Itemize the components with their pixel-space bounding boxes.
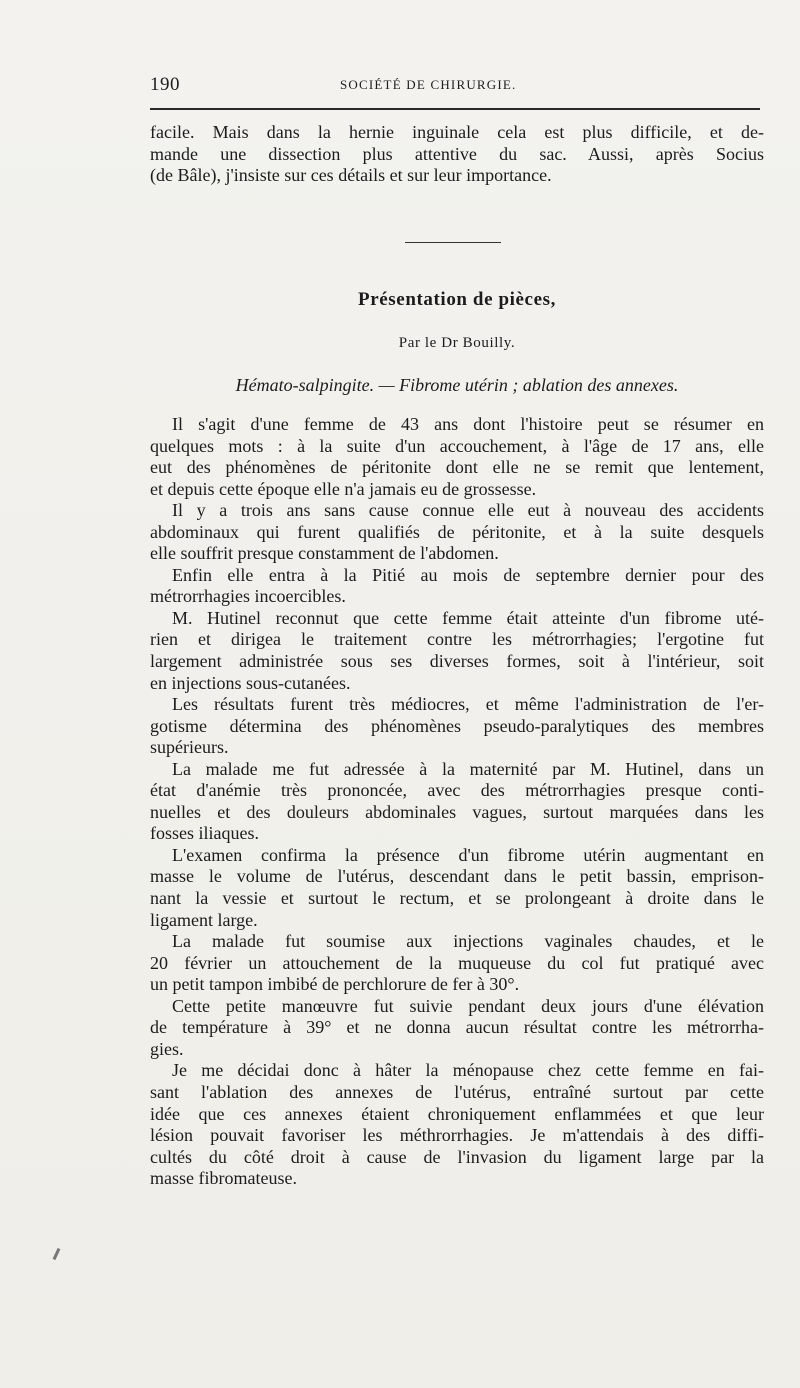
text-line: lésion pouvait favoriser les méthrorrhagies. Je m'attendais à des diffi- xyxy=(150,1125,764,1146)
text-line: Les résultats furent très médiocres, et même l'administration de l'er- xyxy=(172,694,764,715)
text-line: fosses iliaques. xyxy=(150,823,259,844)
text-line: métrorrhagies incoercibles. xyxy=(150,586,346,607)
text-line: eut des phénomènes de péritonite dont elle ne se remit que lentement, xyxy=(150,457,764,478)
text-line: de température à 39° et ne donna aucun résultat contre les métrorrha- xyxy=(150,1017,764,1038)
text-line: rien et dirigea le traitement contre les métrorrhagies; l'ergotine fut xyxy=(150,629,764,650)
text-line: M. Hutinel reconnut que cette femme était atteinte d'un fibrome uté- xyxy=(172,607,764,628)
text-line: gies. xyxy=(150,1038,184,1059)
text-line: elle souffrit presque constamment de l'abdomen. xyxy=(150,543,499,564)
text-line: abdominaux qui furent qualifiés de péritonite, et à la suite desquels xyxy=(150,521,764,542)
text-line: gotisme détermina des phénomènes pseudo-paralytiques des membres xyxy=(150,715,764,736)
text-line: Il y a trois ans sans cause connue elle eut à nouveau des accidents xyxy=(172,500,764,521)
text-line: mande une dissection plus attentive du sac. Aussi, après Socius xyxy=(150,143,764,164)
text-line: nuelles et des douleurs abdominales vagues, surtout marquées dans les xyxy=(150,801,764,822)
text-line: état d'anémie très prononcée, avec des métrorrhagies presque conti- xyxy=(150,780,764,801)
intro-paragraph xyxy=(150,122,764,187)
text-line: quelques mots : à la suite d'un accouchement, à l'âge de 17 ans, elle xyxy=(150,435,764,456)
text-line: ligament large. xyxy=(150,909,258,930)
text-line: Enfin elle entra à la Pitié au mois de septembre dernier pour des xyxy=(172,564,764,585)
text-line: La malade fut soumise aux injections vaginales chaudes, et le xyxy=(172,931,764,952)
text-line: masse le volume de l'utérus, descendant dans le petit bassin, emprison- xyxy=(150,866,764,887)
text-line: L'examen confirma la présence d'un fibrome utérin augmentant en xyxy=(172,844,764,865)
section-subtitle: Hémato-salpingite. — Fibrome utérin ; ablation des annexes. xyxy=(235,375,679,395)
section-divider xyxy=(405,242,501,243)
header-rule xyxy=(150,108,760,110)
text-line: cultés du côté droit à cause de l'invasion du ligament large par la xyxy=(150,1146,764,1167)
text-line: en injections sous-cutanées. xyxy=(150,672,351,693)
page-number: 190 xyxy=(150,74,180,95)
section-title: Présentation de pièces, xyxy=(358,289,556,310)
text-line: (de Bâle), j'insiste sur ces détails et sur leur importance. xyxy=(150,165,552,186)
text-line: masse fibromateuse. xyxy=(150,1168,297,1189)
text-line: un petit tampon imbibé de perchlorure de fer à 30°. xyxy=(150,974,520,995)
text-line: 20 février un attouchement de la muqueuse du col fut pratiqué avec xyxy=(150,952,764,973)
text-line: et depuis cette époque elle n'a jamais eu de grossesse. xyxy=(150,478,537,499)
text-line: Je me décidai donc à hâter la ménopause chez cette femme en fai- xyxy=(172,1060,764,1081)
text-line: nant la vessie et surtout le rectum, et se prolongeant à droite dans le xyxy=(150,888,764,909)
text-line: idée que ces annexes étaient chroniquement enflammées et que leur xyxy=(150,1103,764,1124)
text-line: facile. Mais dans la hernie inguinale cela est plus difficile, et de- xyxy=(150,122,764,142)
text-line: sant l'ablation des annexes de l'utérus, entraîné surtout par cette xyxy=(150,1081,764,1102)
margin-mark xyxy=(53,1248,61,1260)
running-head: SOCIÉTÉ DE CHIRURGIE. xyxy=(340,77,517,92)
page-header xyxy=(150,74,765,98)
text-line: La malade me fut adressée à la maternité par M. Hutinel, dans un xyxy=(172,758,764,779)
text-line: Cette petite manœuvre fut suivie pendant deux jours d'une élévation xyxy=(172,995,764,1016)
text-line: largement administrée sous ses diverses formes, soit à l'intérieur, soit xyxy=(150,651,764,672)
section-author: Par le Dr Bouilly. xyxy=(398,335,516,351)
text-line: supérieurs. xyxy=(150,737,229,758)
text-line: Il s'agit d'une femme de 43 ans dont l'histoire peut se résumer en xyxy=(172,414,764,434)
body-text xyxy=(150,414,764,1190)
